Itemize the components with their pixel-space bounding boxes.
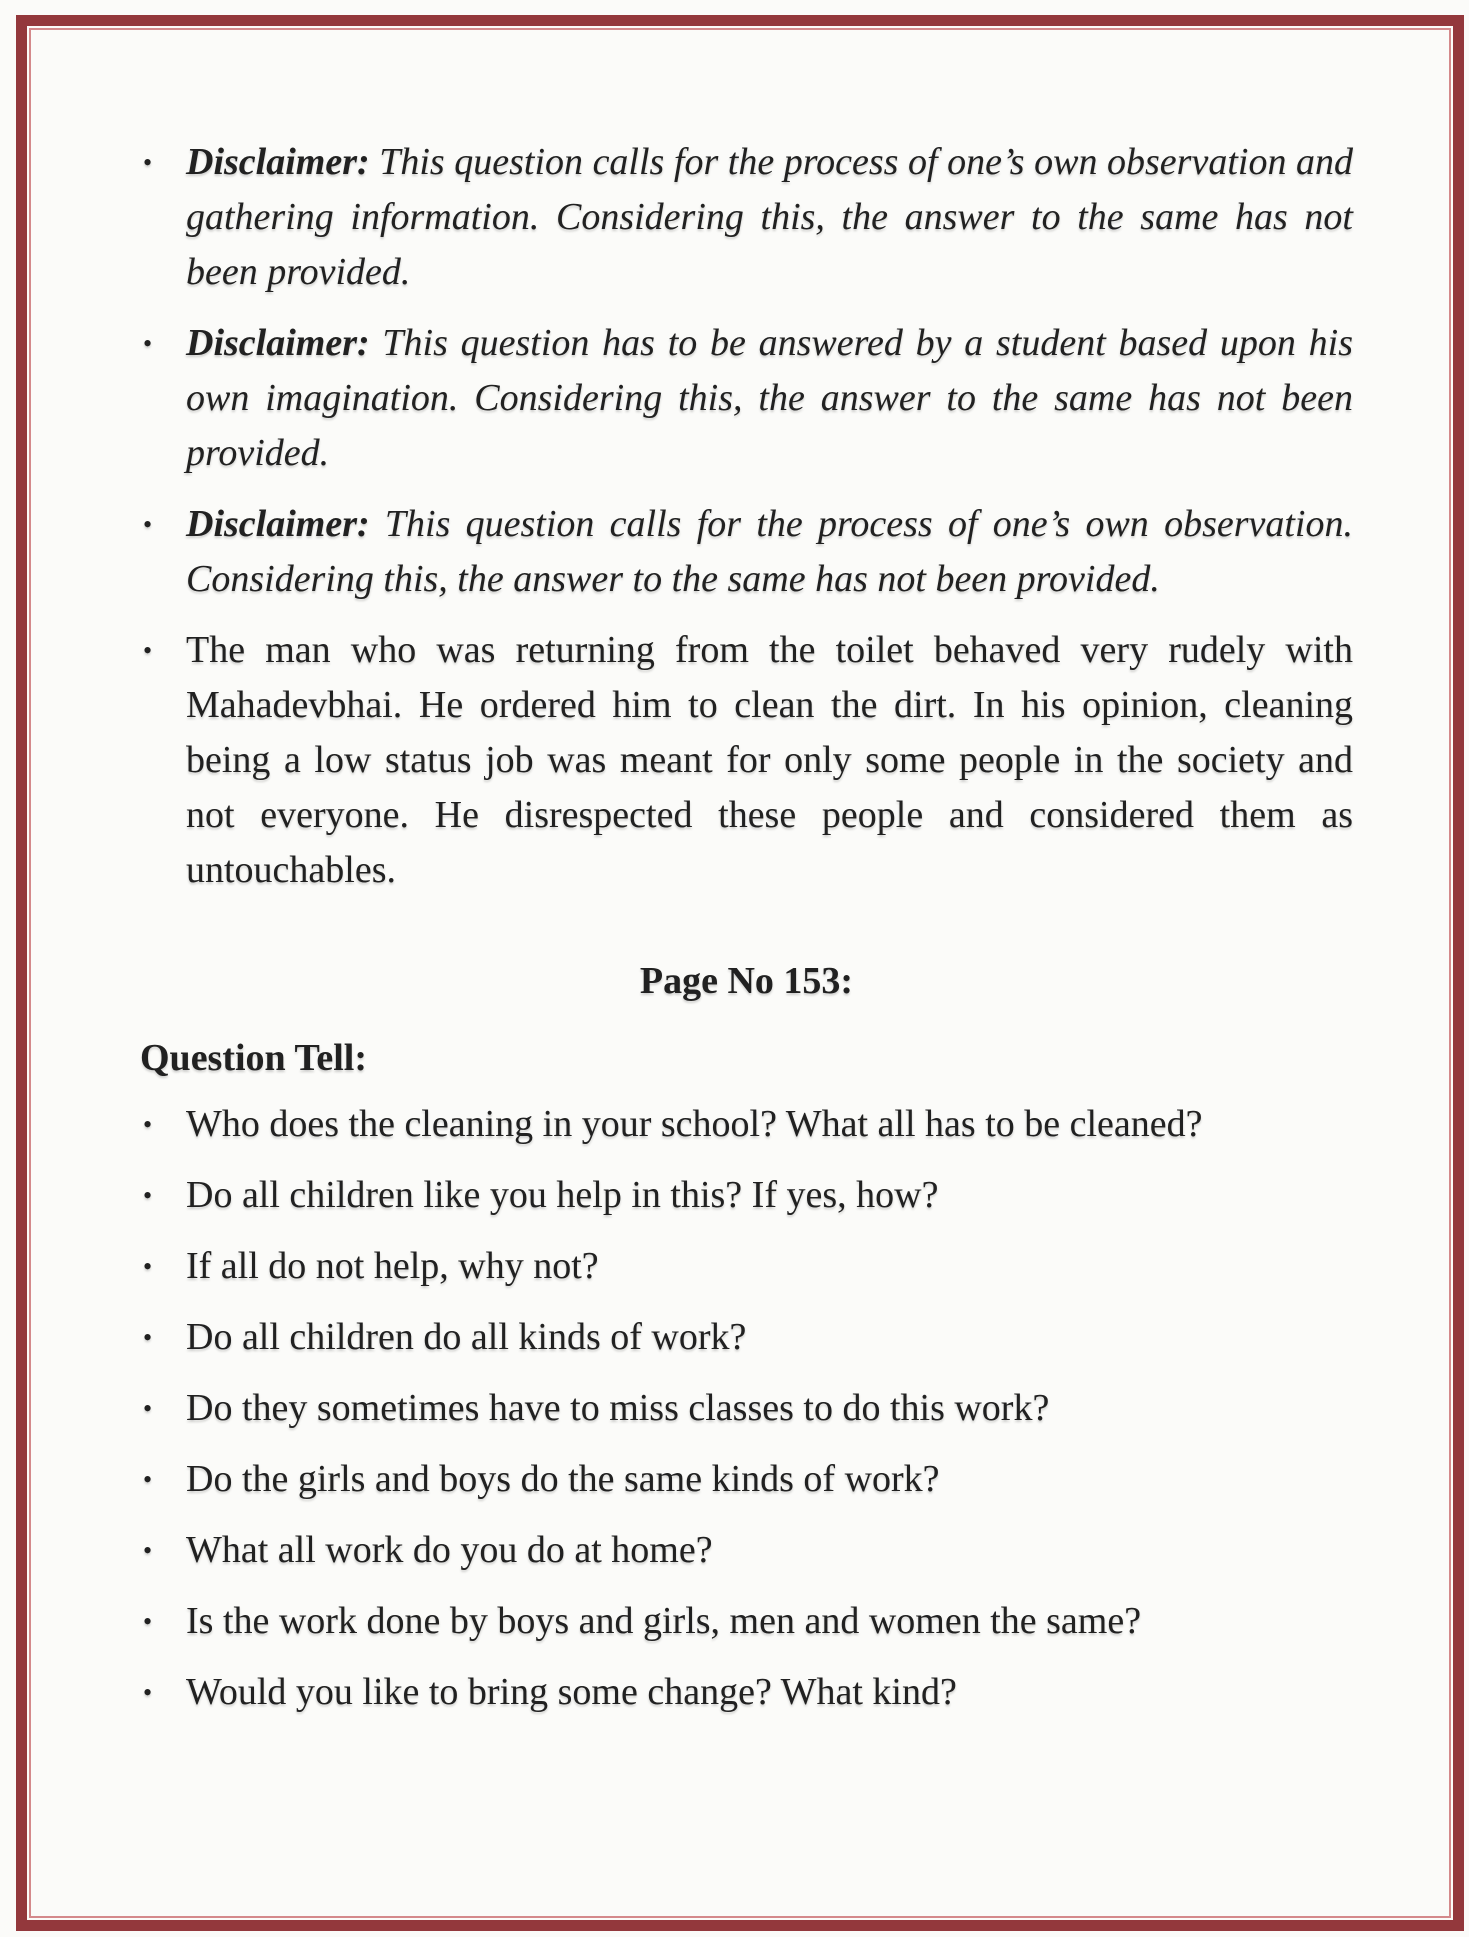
- bullet-icon: •: [143, 1252, 153, 1281]
- bullet-icon: •: [143, 329, 153, 358]
- page-border-frame: [16, 15, 1464, 1931]
- question-item: [140, 1381, 1353, 1436]
- disclaimer-paragraph: [186, 497, 1353, 607]
- question-text: Is the work done by boys and girls, men and women the same?: [186, 1600, 1142, 1642]
- question-text: Do the girls and boys do the same kinds of work?: [186, 1458, 940, 1500]
- bullet-icon: •: [143, 636, 153, 665]
- bullet-icon: •: [143, 1394, 153, 1423]
- bullet-icon: •: [143, 1536, 153, 1565]
- list-item: [140, 623, 1353, 898]
- disclaimer-paragraph: [186, 135, 1353, 300]
- disclaimer-paragraph: [186, 316, 1353, 481]
- disclaimer-text: This question has to be answered by a student based upon his own imagination. Considering this, the answer to the same has not been provided.: [186, 322, 1354, 474]
- disclaimer-text: This question calls for the process of one’s own observation. Considering this, the answer to the same has not been provided.: [186, 503, 1353, 600]
- list-item: [140, 316, 1353, 481]
- bullet-icon: •: [143, 1465, 153, 1494]
- question-text: Would you like to bring some change? What kind?: [186, 1671, 957, 1713]
- bullet-icon: •: [143, 1323, 153, 1352]
- question-item: [140, 1523, 1353, 1578]
- bullet-icon: •: [143, 148, 153, 177]
- disclaimer-text: This question calls for the process of one’s own observation and gathering information. Considering this, the answer to the same has not been provided.: [186, 141, 1353, 293]
- disclaimer-label: Disclaimer:: [186, 322, 370, 364]
- question-item: [140, 1594, 1353, 1649]
- question-item: [140, 1310, 1353, 1365]
- page-border-inner-line: [29, 28, 1451, 1918]
- page-number-heading: Page No 153:: [639, 960, 854, 1002]
- question-text: Who does the cleaning in your school? What all has to be cleaned?: [186, 1103, 1203, 1145]
- question-text: Do all children do all kinds of work?: [186, 1316, 747, 1358]
- question-item: [140, 1239, 1353, 1294]
- question-text: Do they sometimes have to miss classes to do this work?: [186, 1387, 1050, 1429]
- bullet-icon: •: [143, 1110, 153, 1139]
- disclaimer-label: Disclaimer:: [186, 141, 370, 183]
- bullet-icon: •: [143, 1181, 153, 1210]
- disclaimer-label: Disclaimer:: [186, 503, 370, 545]
- question-item: [140, 1168, 1353, 1223]
- question-text: Do all children like you help in this? If yes, how?: [186, 1174, 939, 1216]
- list-item: [140, 135, 1353, 300]
- answer-paragraph: The man who was returning from the toilet behaved very rudely with Mahadevbhai. He ordered him to clean the dirt. In his opinion, cleaning being a low status job was meant for only some people in the society and not everyone. He disrespected these people and considered them as untouchables.: [186, 629, 1353, 891]
- bullet-icon: •: [143, 1678, 153, 1707]
- bullet-icon: •: [143, 1607, 153, 1636]
- disclaimer-list: [140, 135, 1353, 898]
- question-item: [140, 1452, 1353, 1507]
- question-section-heading: Question Tell:: [140, 1037, 367, 1079]
- page-content: [31, 30, 1449, 1916]
- list-item: [140, 497, 1353, 607]
- question-text: If all do not help, why not?: [186, 1245, 599, 1287]
- question-item: [140, 1665, 1353, 1720]
- question-list: [140, 1097, 1353, 1720]
- bullet-icon: •: [143, 510, 153, 539]
- question-text: What all work do you do at home?: [186, 1529, 713, 1571]
- question-item: [140, 1097, 1353, 1152]
